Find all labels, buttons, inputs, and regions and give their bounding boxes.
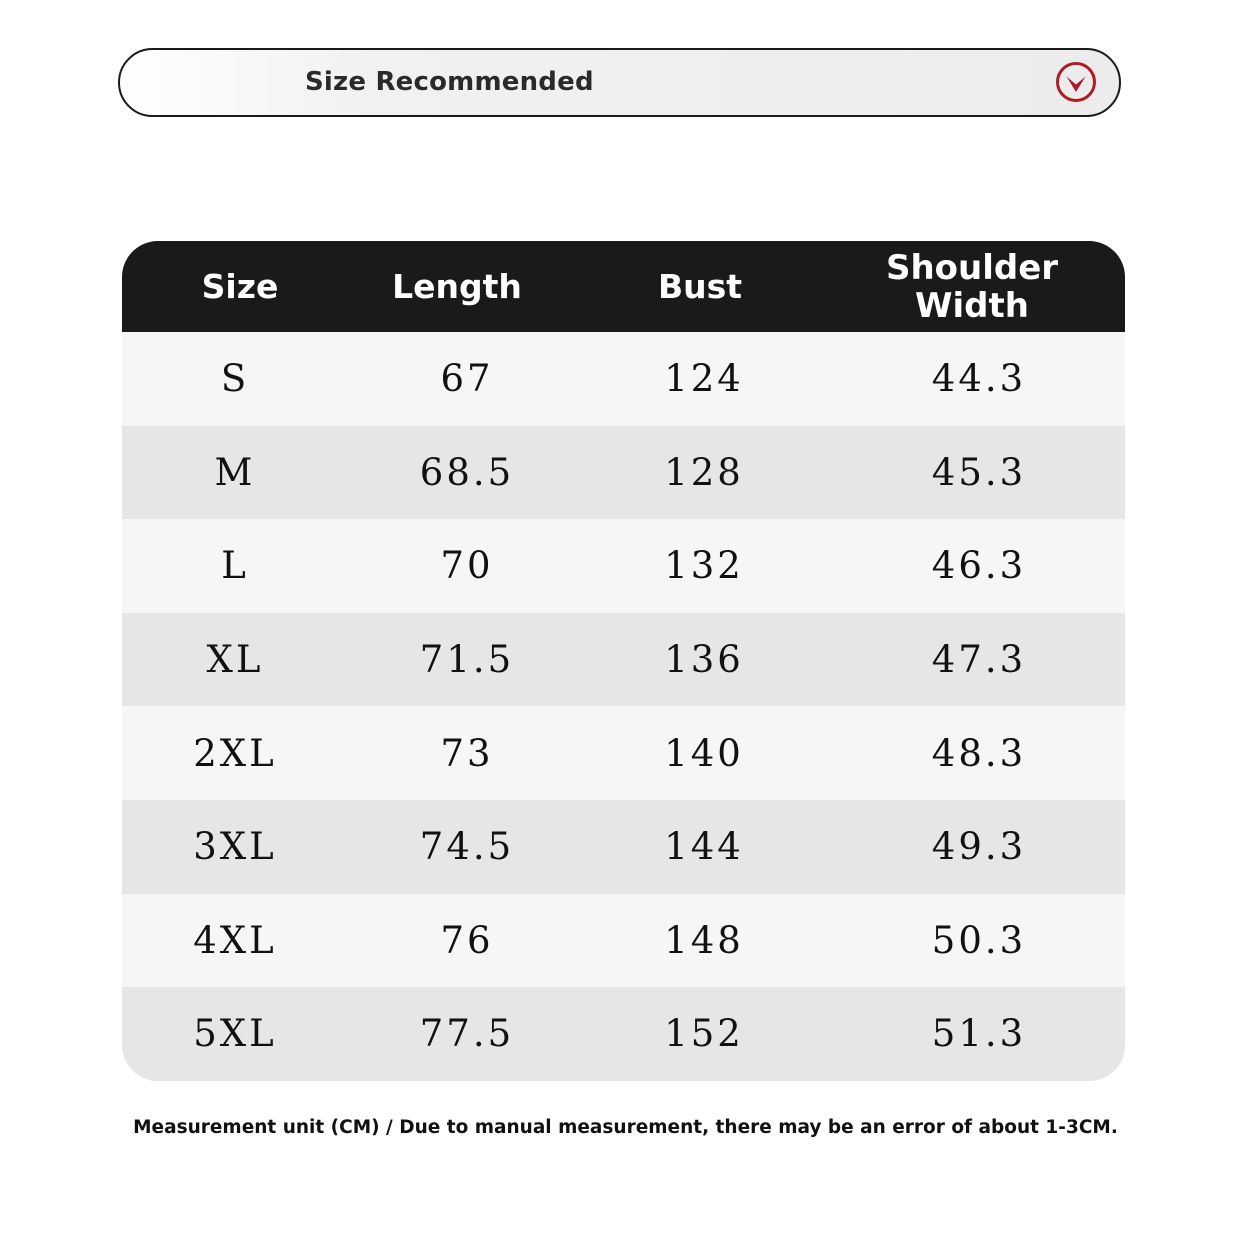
- column-header-shoulder-width: Shoulder Width: [885, 247, 1059, 326]
- cell-length: 76: [440, 918, 494, 962]
- cell-shoulder-width: 47.3: [931, 638, 1027, 682]
- column-header-length: Length: [392, 266, 522, 306]
- cell-bust: 140: [664, 731, 744, 775]
- cell-bust: 128: [664, 450, 744, 494]
- cell-shoulder-width: 51.3: [931, 1012, 1027, 1056]
- measurement-note: Measurement unit (CM) / Due to manual measurement, there may be an error of about 1-3CM.: [133, 1117, 1118, 1138]
- cell-size: S: [220, 357, 250, 401]
- cell-size: M: [214, 450, 256, 494]
- cell-shoulder-width: 45.3: [931, 450, 1027, 494]
- cell-bust: 148: [664, 918, 744, 962]
- cell-size: L: [221, 544, 249, 588]
- table-row: [122, 332, 1125, 426]
- table-row: [122, 894, 1125, 988]
- table-row: [122, 426, 1125, 520]
- cell-bust: 132: [664, 544, 744, 588]
- table-body: [122, 332, 1125, 1081]
- table-row: [122, 706, 1125, 800]
- cell-shoulder-width: 49.3: [931, 825, 1027, 869]
- cell-shoulder-width: 46.3: [931, 544, 1027, 588]
- size-recommended-header: [118, 48, 1121, 117]
- cell-bust: 136: [664, 638, 744, 682]
- cell-length: 68.5: [419, 450, 515, 494]
- cell-length: 67: [440, 357, 494, 401]
- cell-bust: 152: [664, 1012, 744, 1056]
- column-header-size: Size: [201, 266, 279, 306]
- cell-bust: 144: [664, 825, 744, 869]
- size-chart-table: [122, 241, 1125, 1081]
- column-header-bust: Bust: [657, 266, 743, 306]
- cell-length: 77.5: [419, 1012, 515, 1056]
- cell-shoulder-width: 44.3: [931, 357, 1027, 401]
- table-row: [122, 987, 1125, 1081]
- cell-size: 2XL: [193, 731, 277, 775]
- cell-length: 73: [440, 731, 494, 775]
- cell-length: 71.5: [419, 638, 515, 682]
- cell-length: 70: [440, 544, 494, 588]
- cell-bust: 124: [664, 357, 744, 401]
- table-row: [122, 800, 1125, 894]
- cell-size: 4XL: [193, 918, 277, 962]
- chevron-down-circle-icon: [1055, 61, 1097, 103]
- cell-length: 74.5: [419, 825, 515, 869]
- cell-size: XL: [206, 638, 264, 682]
- table-row: [122, 613, 1125, 707]
- table-row: [122, 519, 1125, 613]
- cell-size: 5XL: [193, 1012, 277, 1056]
- cell-shoulder-width: 50.3: [931, 918, 1027, 962]
- cell-shoulder-width: 48.3: [931, 731, 1027, 775]
- cell-size: 3XL: [193, 825, 277, 869]
- header-title: Size Recommended: [305, 67, 594, 97]
- table-header: [122, 241, 1125, 332]
